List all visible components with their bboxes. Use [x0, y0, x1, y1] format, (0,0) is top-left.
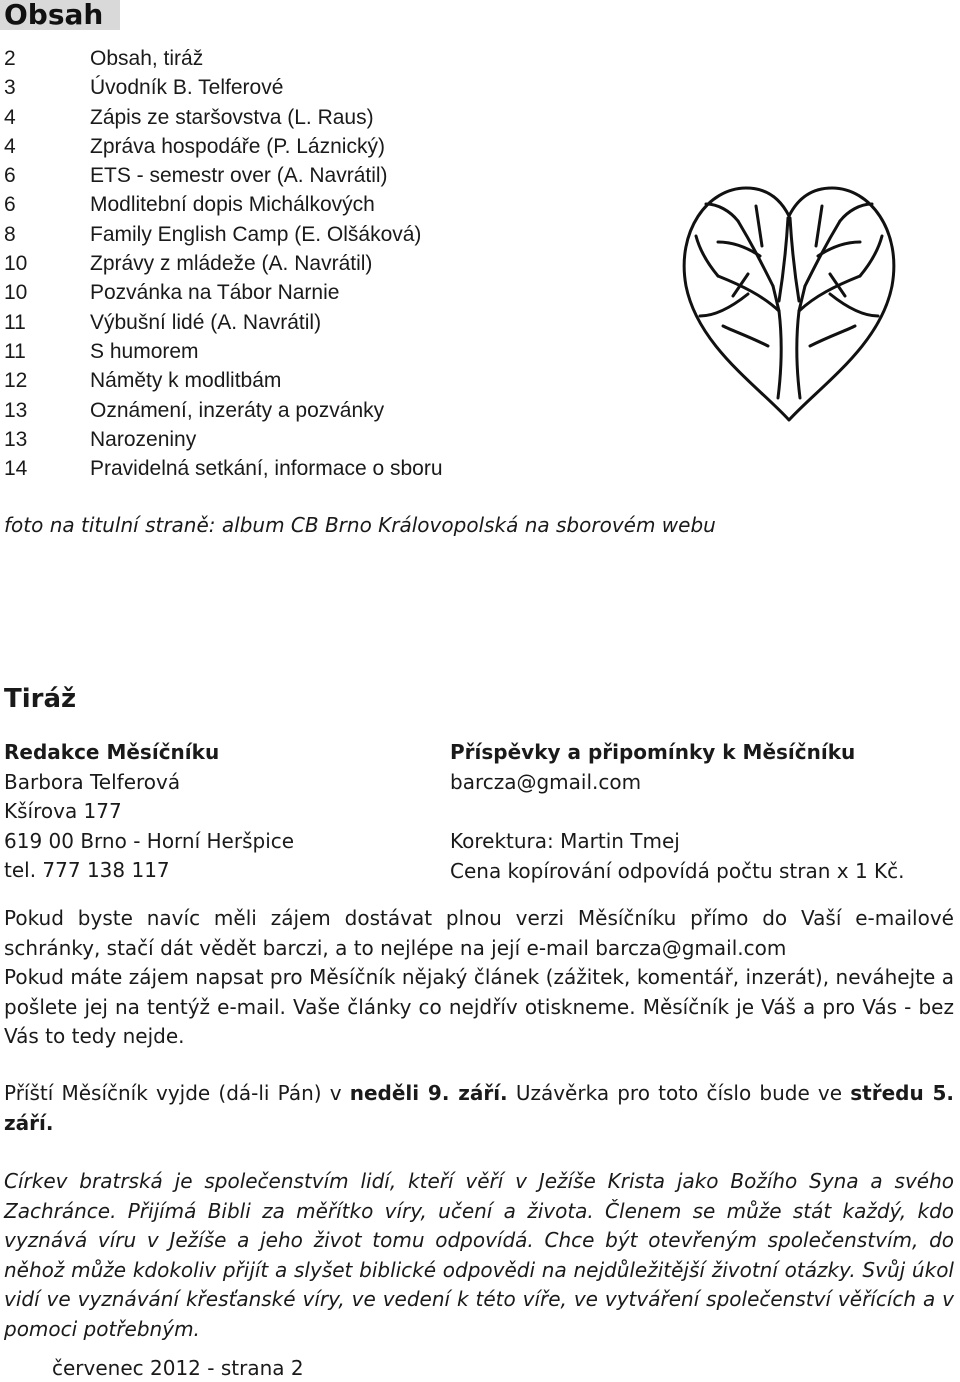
- next-issue-text: Příští Měsíčník vyjde (dá-li Pán) v: [4, 1081, 350, 1105]
- toc-entry-title: ETS - semestr over (A. Navrátil): [90, 164, 388, 188]
- toc-entry-title: S humorem: [90, 339, 199, 363]
- editor-name: Barbora Telferová: [4, 769, 181, 794]
- toc-entry-title: Zprávy z mládeže (A. Navrátil): [90, 252, 373, 276]
- toc-page-number: 10: [4, 281, 28, 305]
- toc-page-number: 4: [4, 105, 16, 129]
- editorial-contact: [4, 738, 294, 886]
- editor-city: 619 00 Brno - Horní Heršpice: [4, 828, 295, 853]
- toc-entry-title: Family English Camp (E. Olšáková): [90, 222, 422, 246]
- toc-entry-title: Výbušní lidé (A. Navrátil): [90, 310, 322, 334]
- toc-entry-title: Úvodník B. Telferové: [90, 76, 284, 100]
- toc-page-number: 10: [4, 252, 28, 276]
- toc-page-number: 3: [4, 76, 16, 100]
- toc-row: [4, 161, 604, 190]
- toc-row: [4, 190, 604, 219]
- toc-row: [4, 220, 604, 249]
- toc-entry-title: Oznámení, inzeráty a pozvánky: [90, 398, 385, 422]
- toc-entry-title: Náměty k modlitbám: [90, 369, 282, 393]
- toc-page-number: 2: [4, 47, 16, 70]
- contributions-email: barcza@gmail.com: [450, 769, 642, 794]
- toc-page-number: 12: [4, 369, 28, 393]
- deadline-text: Uzávěrka pro toto číslo bude ve: [507, 1081, 851, 1105]
- tiraz-title: Tiráž: [4, 684, 77, 714]
- toc-entry-title: Zápis ze staršovstva (L. Raus): [90, 105, 374, 129]
- toc-page-number: 6: [4, 164, 16, 188]
- contributions-info: [450, 738, 905, 886]
- deadline-date: středu 5. září.: [4, 1081, 954, 1135]
- toc-row: [4, 308, 604, 337]
- next-issue-paragraph: [4, 1079, 954, 1138]
- next-issue-date: neděli 9. září.: [349, 1081, 508, 1105]
- editorial-heading: Redakce Měsíčníku: [4, 740, 220, 764]
- toc-entry-title: Zpráva hospodáře (P. Láznický): [90, 134, 385, 158]
- toc-row: [4, 278, 604, 307]
- toc-page-number: 13: [4, 398, 28, 422]
- toc-row: [4, 396, 604, 425]
- toc-entry-title: Pravidelná setkání, informace o sboru: [90, 457, 443, 481]
- toc-page-number: 4: [4, 134, 16, 158]
- page-footer: červenec 2012 - strana 2: [52, 1356, 304, 1380]
- toc-page-number: 11: [4, 339, 26, 363]
- page-title: Obsah: [4, 0, 104, 31]
- copy-price: Cena kopírování odpovídá počtu stran x 1 Kč.: [450, 858, 905, 883]
- tree-heart-illustration: [678, 176, 900, 422]
- toc-row: [4, 132, 604, 161]
- toc-page-number: 14: [4, 457, 28, 481]
- toc-row: [4, 103, 604, 132]
- toc-row: [4, 44, 604, 73]
- spacer: [450, 797, 905, 827]
- toc-entry-title: Narozeniny: [90, 427, 197, 451]
- toc-row: [4, 249, 604, 278]
- toc-page-number: 6: [4, 193, 16, 217]
- toc-page-number: 8: [4, 222, 16, 246]
- toc-row: [4, 73, 604, 102]
- contributions-heading: Příspěvky a připomínky k Měsíčníku: [450, 740, 856, 764]
- toc-row: [4, 337, 604, 366]
- toc-entry-title: Modlitební dopis Michálkových: [90, 193, 375, 217]
- toc-page-number: 13: [4, 427, 28, 451]
- subscription-text: Pokud byste navíc měli zájem dostávat plnou verzi Měsíčníku přímo do Vaší e-mailové schránky, stačí dát vědět barczi, a to nejlépe na její e-mail barcza@gmail.com: [4, 906, 954, 960]
- toc-page-number: 11: [4, 310, 26, 334]
- editor-phone: tel. 777 138 117: [4, 858, 170, 882]
- table-of-contents: [4, 44, 604, 483]
- toc-row: [4, 454, 604, 483]
- toc-row: [4, 366, 604, 395]
- photo-credit: foto na titulní straně: album CB Brno Královopolská na sborovém webu: [4, 513, 716, 537]
- editor-street: Kšírova 177: [4, 799, 122, 823]
- correction-credit: Korektura: Martin Tmej: [450, 829, 680, 853]
- toc-entry-title: Pozvánka na Tábor Narnie: [90, 281, 340, 305]
- church-statement: Církev bratrská je společenstvím lidí, kteří věří v Ježíše Krista jako Božího Syna a svého Zachránce. Přijímá Bibli za měřítko víry, učení a života. Členem se může stát každý, kdo vyznává víru v Ježíše a jeho život tomu odpovídá. Chce být otevřeným společenstvím, do něhož může kdokoliv přijít a slyšet biblické odpovědi na nejdůležitější životní otázky. Svůj úkol vidí ve vyznávání křesťanské víry, ve vedení k této víře, ve vytváření společenství věřících a v pomoci potřebným.: [4, 1169, 954, 1341]
- toc-entry-title: Obsah, tiráž: [90, 47, 204, 70]
- toc-row: [4, 425, 604, 454]
- contribution-text: Pokud máte zájem napsat pro Měsíčník nějaký článek (zážitek, komentář, inzerát), neváhejte a pošlete jej na tentýž e-mail. Vaše články co nejdřív otiskneme. Měsíčník je Váš a pro Vás - bez Vás to tedy nejde.: [4, 965, 954, 1048]
- subscription-paragraph: [4, 904, 954, 1052]
